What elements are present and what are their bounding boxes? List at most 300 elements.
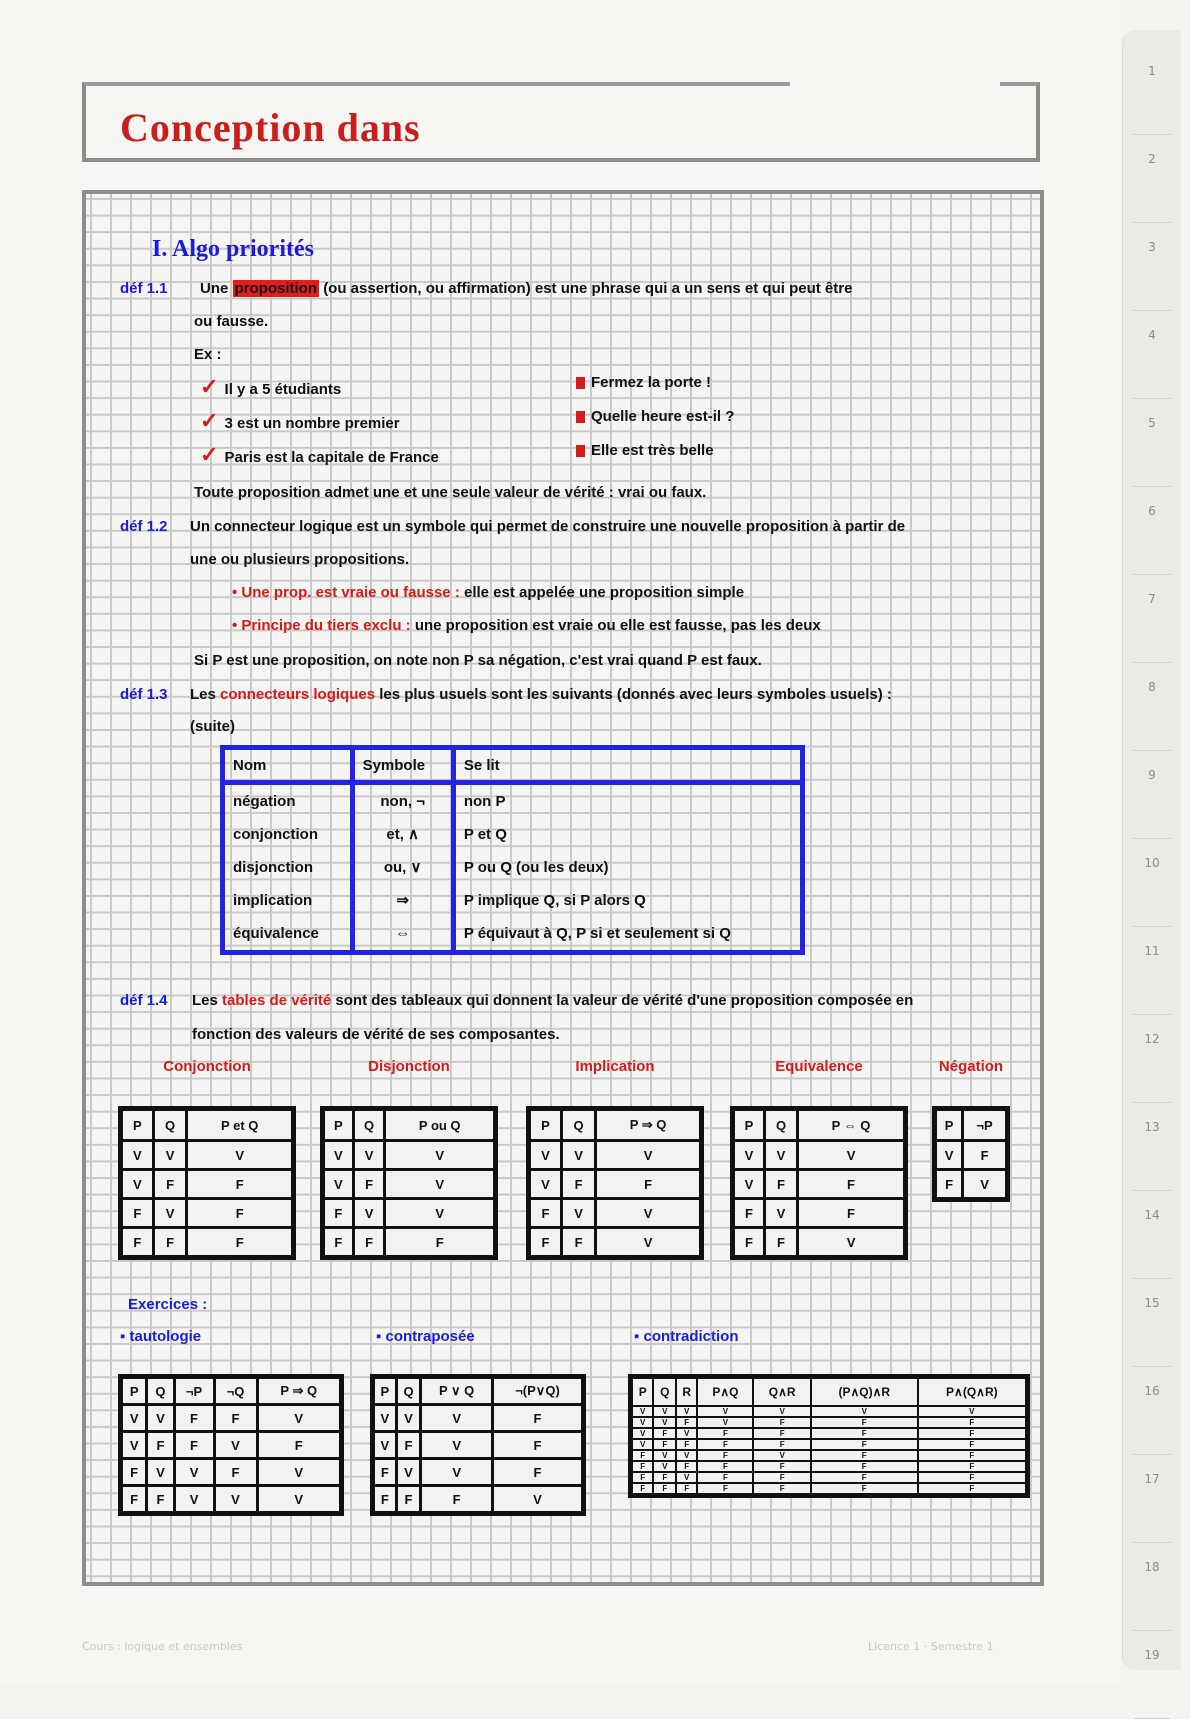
table-cell: F (963, 1141, 1008, 1170)
table-cell: V (153, 1199, 187, 1228)
table-cell: F (121, 1459, 147, 1486)
table-header-cell: P (121, 1377, 147, 1405)
table-cell: V (631, 1417, 654, 1428)
section-heading: I. Algo priorités (152, 236, 314, 262)
table-cell: et, ∧ (352, 818, 453, 851)
example-text: Il y a 5 étudiants (224, 381, 342, 398)
table-row (631, 1483, 1028, 1496)
table-cell: F (323, 1228, 354, 1258)
table-cell: V (733, 1141, 765, 1170)
table-cell: V (653, 1417, 676, 1428)
table-cell: non P (453, 783, 802, 818)
table-cell: ⇒ (352, 884, 453, 917)
page-thumbnail-tab[interactable]: 18 (1133, 1560, 1171, 1631)
example-item (200, 374, 439, 408)
bullet-text: une proposition est vraie ou elle est fausse, pas les deux (414, 617, 821, 634)
checkmark-icon: ✓ (200, 442, 225, 467)
table-row (323, 1141, 496, 1170)
table-cell: V (697, 1406, 753, 1417)
table-cell: V (385, 1170, 496, 1199)
table-cell: F (214, 1459, 257, 1486)
table-cell: V (323, 1170, 354, 1199)
table-cell: V (373, 1432, 397, 1459)
table-row (373, 1432, 584, 1459)
table-cell: V (676, 1406, 697, 1417)
red-square-icon (576, 411, 585, 423)
table-cell: F (214, 1405, 257, 1432)
page-thumbnail-tab[interactable]: 7 (1133, 592, 1171, 663)
checkmark-icon: ✓ (200, 408, 225, 433)
table-cell: V (963, 1170, 1008, 1200)
table-header-cell: Se lit (453, 748, 802, 783)
bullet-line (232, 584, 744, 601)
table-cell: F (753, 1461, 810, 1472)
paragraph-line: Un connecteur logique est un symbole qui permet de construire une nouvelle proposition à partir de (190, 518, 906, 535)
table-cell: F (561, 1170, 595, 1199)
table-row (323, 1228, 496, 1258)
paragraph-line: une ou plusieurs propositions. (190, 551, 410, 568)
checkmark-icon: ✓ (200, 374, 225, 399)
table-header-cell: ¬Q (214, 1377, 257, 1405)
table-row (631, 1450, 1028, 1461)
table-header-cell: Q (353, 1109, 385, 1141)
page-thumbnail-tab[interactable]: 9 (1133, 768, 1171, 839)
example-list-left (200, 374, 439, 476)
table-cell: V (596, 1141, 702, 1170)
page-thumbnail-tab[interactable]: 4 (1133, 328, 1171, 399)
table-row (373, 1459, 584, 1486)
table-header-cell: Q (396, 1377, 421, 1405)
table-cell: F (174, 1405, 214, 1432)
truth-table (932, 1106, 1010, 1202)
table-cell: F (396, 1486, 421, 1514)
table-cell: V (147, 1405, 174, 1432)
table-header-cell: Q (147, 1377, 174, 1405)
table-cell: F (121, 1486, 147, 1514)
table-header-cell: ¬P (174, 1377, 214, 1405)
table-cell: F (493, 1405, 584, 1432)
table-cell: F (653, 1439, 676, 1450)
table-cell: F (697, 1450, 753, 1461)
table-cell: F (697, 1428, 753, 1439)
page-thumbnail-tab[interactable]: 15 (1133, 1296, 1171, 1367)
table-row (121, 1170, 294, 1199)
page-thumbnail-rail[interactable] (1122, 30, 1181, 1670)
table-header-cell: P∧(Q∧R) (918, 1377, 1028, 1407)
table-cell: P ou Q (ou les deux) (453, 851, 802, 884)
example-item (576, 374, 734, 408)
table-header-cell: P (631, 1377, 654, 1407)
table-cell: F (529, 1228, 562, 1258)
bullet-label: • Principe du tiers exclu : (232, 617, 411, 634)
table-header-cell: R (676, 1377, 697, 1407)
table-row (223, 783, 803, 818)
table-cell: F (147, 1486, 174, 1514)
table-row (223, 818, 803, 851)
table-cell: V (174, 1459, 214, 1486)
table-cell: V (396, 1459, 421, 1486)
table-cell: V (653, 1450, 676, 1461)
table-cell: V (529, 1141, 562, 1170)
table-cell: F (631, 1450, 654, 1461)
table-cell: V (798, 1141, 906, 1170)
table-row (121, 1199, 294, 1228)
definition-label: déf 1.1 (120, 280, 168, 297)
table-cell: F (631, 1483, 654, 1496)
table-cell: F (733, 1199, 765, 1228)
exercise-truth-table-large (628, 1374, 1030, 1498)
table-row (733, 1170, 906, 1199)
table-header-row (121, 1377, 342, 1405)
table-cell: F (753, 1439, 810, 1450)
table-row (631, 1461, 1028, 1472)
table-row (529, 1199, 702, 1228)
example-item (576, 442, 734, 476)
paragraph-line (190, 686, 892, 703)
truth-table (526, 1106, 704, 1260)
table-header-cell: P ∨ Q (421, 1377, 493, 1405)
table-cell: F (121, 1228, 154, 1258)
table-cell: V (396, 1405, 421, 1432)
table-cell: V (676, 1428, 697, 1439)
page-thumbnail-tab[interactable]: 14 (1133, 1208, 1171, 1279)
table-cell: V (121, 1170, 154, 1199)
table-cell: F (764, 1228, 797, 1258)
table-cell: F (153, 1228, 187, 1258)
table-row (529, 1141, 702, 1170)
table-cell: V (561, 1141, 595, 1170)
paragraph-line: (suite) (190, 718, 235, 735)
table-header-cell: Q (153, 1109, 187, 1141)
example-list-right (576, 374, 734, 476)
table-cell: F (353, 1170, 385, 1199)
table-cell: F (353, 1228, 385, 1258)
table-header-cell: P ⇒ Q (257, 1377, 341, 1405)
page-thumbnail-tab[interactable]: 5 (1133, 416, 1171, 487)
page-thumbnail-tab[interactable]: 10 (1133, 856, 1171, 927)
example-item (200, 408, 439, 442)
table-cell: F (121, 1199, 154, 1228)
table-cell: V (121, 1432, 147, 1459)
table-row (223, 884, 803, 917)
table-header-row (935, 1109, 1008, 1141)
table-cell: V (753, 1450, 810, 1461)
page-thumbnail-tab[interactable]: 19 (1133, 1648, 1171, 1719)
table-row (631, 1439, 1028, 1450)
table-cell: V (561, 1199, 595, 1228)
exercise-truth-table (118, 1374, 344, 1516)
table-cell: F (918, 1439, 1028, 1450)
table-cell: V (257, 1459, 341, 1486)
table-cell: V (385, 1141, 496, 1170)
table-cell: non, ¬ (352, 783, 453, 818)
table-cell: P implique Q, si P alors Q (453, 884, 802, 917)
definition-label: déf 1.2 (120, 518, 168, 535)
highlighted-term: proposition (234, 280, 318, 297)
example-text: Quelle heure est-il ? (591, 408, 735, 425)
table-row (121, 1486, 342, 1514)
table-cell: V (697, 1417, 753, 1428)
table-cell: V (631, 1406, 654, 1417)
table-cell: V (373, 1405, 397, 1432)
table-row (529, 1228, 702, 1258)
table-cell: F (153, 1170, 187, 1199)
table-header-cell: Q (561, 1109, 595, 1141)
table-row (223, 917, 803, 953)
table-cell: F (676, 1417, 697, 1428)
table-cell: négation (223, 783, 353, 818)
table-cell: V (596, 1228, 702, 1258)
bullet-text: elle est appelée une proposition simple (463, 584, 745, 601)
table-row (733, 1141, 906, 1170)
page-title: Conception dans (120, 105, 421, 150)
page-thumbnail-tab[interactable]: 11 (1133, 944, 1171, 1015)
table-cell: F (811, 1439, 918, 1450)
table-cell: F (147, 1432, 174, 1459)
page-thumbnail-tab[interactable]: 17 (1133, 1472, 1171, 1543)
table-header-cell: P (323, 1109, 354, 1141)
table-cell: F (697, 1461, 753, 1472)
paragraph-line (192, 992, 913, 1009)
example-text: Paris est la capitale de France (224, 449, 439, 466)
table-header-cell: Q (764, 1109, 797, 1141)
table-cell: F (697, 1472, 753, 1483)
table-header-cell: P (121, 1109, 154, 1141)
table-cell: P équivaut à Q, P si et seulement si Q (453, 917, 802, 953)
table-cell: F (811, 1428, 918, 1439)
table-cell: V (764, 1141, 797, 1170)
table-cell: F (396, 1432, 421, 1459)
exercise-item-label: ▪ tautologie (120, 1328, 202, 1345)
table-cell: V (653, 1461, 676, 1472)
table-cell: F (697, 1483, 753, 1496)
table-cell: implication (223, 884, 353, 917)
paragraph-line (200, 280, 852, 297)
table-cell: V (935, 1141, 963, 1170)
bullet-label: • Une prop. est vraie ou fausse : (232, 584, 460, 601)
table-cell: F (187, 1199, 294, 1228)
table-cell: ou, ∨ (352, 851, 453, 884)
page-thumbnail-tab[interactable]: 1 (1133, 64, 1171, 135)
table-cell: F (187, 1228, 294, 1258)
table-row (373, 1405, 584, 1432)
table-cell: F (529, 1199, 562, 1228)
table-cell: V (798, 1228, 906, 1258)
table-cell: F (493, 1459, 584, 1486)
table-cell: V (811, 1406, 918, 1417)
table-cell: V (121, 1405, 147, 1432)
truth-table (118, 1106, 296, 1260)
table-cell: V (353, 1199, 385, 1228)
table-row (631, 1417, 1028, 1428)
table-row (121, 1432, 342, 1459)
table-cell: P et Q (453, 818, 802, 851)
example-text: Elle est très belle (591, 442, 714, 459)
table-cell: V (353, 1141, 385, 1170)
table-row (121, 1405, 342, 1432)
table-header-cell: Q (653, 1377, 676, 1407)
table-cell: F (935, 1170, 963, 1200)
table-header-cell: P (529, 1109, 562, 1141)
table-cell: V (153, 1141, 187, 1170)
table-row (121, 1141, 294, 1170)
truth-table (320, 1106, 498, 1260)
paragraph-line: ou fausse. (194, 313, 269, 330)
table-header-row (121, 1109, 294, 1141)
table-row (529, 1170, 702, 1199)
table-cell: F (918, 1450, 1028, 1461)
table-cell: V (214, 1486, 257, 1514)
table-cell: F (676, 1439, 697, 1450)
table-cell: V (174, 1486, 214, 1514)
table-cell: F (323, 1199, 354, 1228)
definition-label: déf 1.3 (120, 686, 168, 703)
highlighted-term: connecteurs logiques (220, 686, 376, 703)
table-cell: F (798, 1199, 906, 1228)
table-row (733, 1199, 906, 1228)
page-thumbnail-tab[interactable]: 16 (1133, 1384, 1171, 1455)
table-cell: F (676, 1483, 697, 1496)
table-cell: V (493, 1486, 584, 1514)
table-row (223, 851, 803, 884)
table-cell: F (174, 1432, 214, 1459)
exercise-item (634, 1328, 739, 1345)
example-item (200, 442, 439, 476)
text-run: Les (190, 686, 216, 703)
table-cell: V (631, 1428, 654, 1439)
page-thumbnail-tab[interactable]: 12 (1133, 1032, 1171, 1103)
table-row (733, 1228, 906, 1258)
table-header-cell: P ⇒ Q (596, 1109, 702, 1141)
table-header-cell: ¬(P∨Q) (493, 1377, 584, 1405)
page-thumbnail-tab[interactable]: 3 (1133, 240, 1171, 311)
table-cell: V (653, 1406, 676, 1417)
truth-table-label: Négation (938, 1058, 1004, 1075)
table-row (935, 1141, 1008, 1170)
table-cell: V (385, 1199, 496, 1228)
table-cell: V (421, 1432, 493, 1459)
text-run: (ou assertion, ou affirmation) est une phrase qui a un sens et qui peut être (323, 280, 853, 297)
table-cell: ⇔ (352, 917, 453, 953)
exercise-item-label: ▪ contradiction (634, 1328, 739, 1345)
table-header-row (631, 1377, 1028, 1407)
table-header-cell: Symbole (352, 748, 453, 783)
table-cell: V (529, 1170, 562, 1199)
table-cell: V (596, 1199, 702, 1228)
table-row (121, 1228, 294, 1258)
exercise-item-label: ▪ contraposée (376, 1328, 475, 1345)
red-square-icon (576, 377, 585, 389)
table-cell: F (631, 1461, 654, 1472)
table-cell: F (653, 1483, 676, 1496)
paragraph-line: Si P est une proposition, on note non P sa négation, c'est vrai quand P est faux. (194, 652, 762, 669)
table-cell: F (753, 1483, 810, 1496)
table-cell: F (596, 1170, 702, 1199)
table-row (323, 1199, 496, 1228)
table-header-cell: P ou Q (385, 1109, 496, 1141)
text-run: les plus usuels sont les suivants (donnés avec leurs symboles usuels) : (379, 686, 892, 703)
page-thumbnail-tab[interactable]: 2 (1133, 152, 1171, 223)
table-cell: F (561, 1228, 595, 1258)
page-thumbnail-tab[interactable]: 6 (1133, 504, 1171, 575)
definition-label: déf 1.4 (120, 992, 168, 1009)
table-cell: F (631, 1472, 654, 1483)
table-cell: V (257, 1486, 341, 1514)
text-run: Les (192, 992, 218, 1009)
table-row (631, 1428, 1028, 1439)
red-square-icon (576, 445, 585, 457)
paragraph-line: fonction des valeurs de vérité de ses composantes. (192, 1026, 560, 1043)
text-run: sont des tableaux qui donnent la valeur de vérité d'une proposition composée en (335, 992, 914, 1009)
table-cell: F (753, 1472, 810, 1483)
table-cell: F (918, 1472, 1028, 1483)
table-cell: F (811, 1417, 918, 1428)
table-row (631, 1406, 1028, 1417)
example-text: 3 est un nombre premier (224, 415, 400, 432)
truth-table-label: Disjonction (368, 1058, 450, 1075)
table-cell: F (187, 1170, 294, 1199)
table-cell: V (753, 1406, 810, 1417)
table-cell: V (676, 1450, 697, 1461)
text-run: Une (200, 280, 229, 297)
table-cell: F (798, 1170, 906, 1199)
examples-label: Ex : (194, 346, 222, 363)
table-row (935, 1170, 1008, 1200)
example-text: Fermez la porte ! (591, 374, 712, 391)
table-header-cell: ¬P (963, 1109, 1008, 1141)
exercise-item (376, 1328, 475, 1345)
paragraph-line: Toute proposition admet une et une seule valeur de vérité : vrai ou faux. (194, 484, 707, 501)
table-cell: F (421, 1486, 493, 1514)
table-row (323, 1170, 496, 1199)
table-cell: F (753, 1417, 810, 1428)
table-cell: V (214, 1432, 257, 1459)
table-cell: F (764, 1170, 797, 1199)
table-cell: F (733, 1228, 765, 1258)
table-cell: V (121, 1141, 154, 1170)
table-cell: V (918, 1406, 1028, 1417)
table-cell: V (421, 1405, 493, 1432)
table-cell: F (811, 1450, 918, 1461)
table-cell: F (918, 1428, 1028, 1439)
table-cell: F (676, 1461, 697, 1472)
table-row (373, 1486, 584, 1514)
table-cell: V (733, 1170, 765, 1199)
table-header-cell: (P∧Q)∧R (811, 1377, 918, 1407)
highlighted-term: tables de vérité (222, 992, 332, 1009)
table-cell: F (653, 1472, 676, 1483)
table-cell: V (631, 1439, 654, 1450)
page-thumbnail-tab[interactable]: 8 (1133, 680, 1171, 751)
table-header-cell: Q∧R (753, 1377, 810, 1407)
example-item (576, 408, 734, 442)
exercises-heading: Exercices : (128, 1296, 208, 1313)
footer-left: Cours : logique et ensembles (82, 1640, 243, 1653)
page-thumbnail-tab[interactable]: 13 (1133, 1120, 1171, 1191)
table-cell: F (811, 1472, 918, 1483)
table-header-cell: P ⇔ Q (798, 1109, 906, 1141)
table-header-cell: P et Q (187, 1109, 294, 1141)
table-cell: F (811, 1483, 918, 1496)
table-cell: conjonction (223, 818, 353, 851)
table-header-row (733, 1109, 906, 1141)
connectors-table (220, 745, 805, 955)
table-cell: V (323, 1141, 354, 1170)
table-cell: F (753, 1428, 810, 1439)
table-cell: F (385, 1228, 496, 1258)
table-cell: V (187, 1141, 294, 1170)
table-cell: F (918, 1483, 1028, 1496)
